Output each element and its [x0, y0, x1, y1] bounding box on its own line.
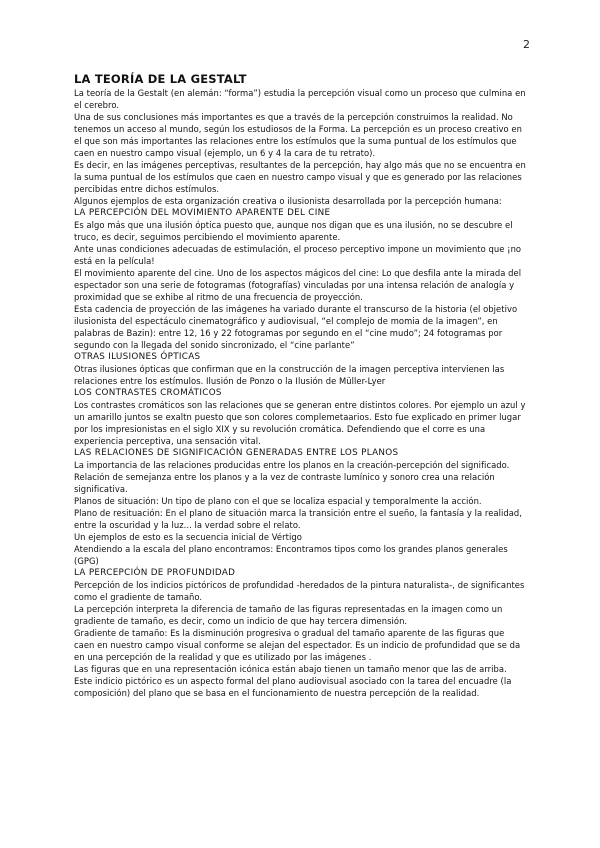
section-heading: LA PERCEPCIÓN DE PROFUNDIDAD: [74, 568, 236, 578]
document-body: [74, 72, 526, 699]
paragraph: Esta cadencia de proyección de las imágenes ha variado durante el transcurso de la historia (el objetivo ilusionista del espectáculo cinematográfico y audiovisual, “el complejo de momia de la imagen”, en palabras de Bazin): entre 12, 16 y 22 fotogramas por segundo en el “cine mudo”; 24 fotogramas por segundo con la llegada del sonido sincronizado, el “cine parlante”: [74, 304, 518, 350]
paragraph: El movimiento aparente del cine. Uno de los aspectos mágicos del cine: Lo que desfila ante la mirada del espectador son una serie de fotogramas (fotografías) vinculadas por una intensa relación de analogía y proximidad que se exhibe al ritmo de una frecuencia de proyección.: [74, 268, 522, 302]
paragraph: Ante unas condiciones adecuadas de estimulación, el proceso perceptivo impone un movimiento que ¡no está en la película!: [74, 244, 522, 266]
page-number: 2: [523, 38, 530, 51]
paragraph: Plano de resituación: En el plano de situación marca la transición entre el sueño, la fantasía y la realidad, entre la oscuridad y la luz... la verdad sobre el relato.: [74, 508, 522, 530]
paragraph: Una de sus conclusiones más importantes es que a través de la percepción construimos la realidad. No tenemos un acceso al mundo, según los estudiosos de la Forma. La percepción es un proceso creativo en el que son más importantes las relaciones entre los estímulos que la suma puntual de los estímulos que caen en nuestro campo visual (ejemplo, un 6 y 4 la cara de tu retrato).: [74, 112, 522, 158]
section-heading: LA PERCEPCIÓN DEL MOVIMIENTO APARENTE DEL CINE: [74, 208, 331, 218]
section-heading: OTRAS ILUSIONES ÓPTICAS: [74, 352, 201, 362]
paragraph: Un ejemplos de esto es la secuencia inicial de Vértigo: [74, 532, 302, 542]
paragraph: La teoría de la Gestalt (en alemán: “forma”) estudia la percepción visual como un proceso que culmina en el cerebro.: [74, 88, 526, 110]
paragraph: Las figuras que en una representación icónica están abajo tienen un tamaño menor que las de arriba. Este indicio pictórico es un aspecto formal del plano audiovisual asociado con la tarea del encuadre (la composición) del plano que se basa en el funcionamiento de nuestra percepción de la realidad.: [74, 664, 512, 698]
paragraph: Es decir, en las imágenes perceptivas, resultantes de la percepción, hay algo más que no se encuentra en la suma puntual de los estímulos que caen en nuestro campo visual y que es generado por las relaciones percibidas entre dichos estímulos.: [74, 160, 526, 194]
paragraph: Es algo más que una ilusión óptica puesto que, aunque nos digan que es una ilusión, no se descubre el truco, es decir, seguimos percibiendo el movimiento aparente.: [74, 220, 513, 242]
paragraph: Percepción de los indicios pictóricos de profundidad -heredados de la pintura naturalista-, de significantes como el gradiente de tamaño.: [74, 580, 525, 602]
section-heading: LAS RELACIONES DE SIGNIFICACIÓN GENERADAS ENTRE LOS PLANOS: [74, 448, 399, 458]
paragraph: La importancia de las relaciones producidas entre los planos en la creación-percepción del significado. Relación de semejanza entre los planos y a la vez de contraste lumínico y sonoro crea una relación significativa.: [74, 460, 510, 494]
document-title: LA TEORÍA DE LA GESTALT: [74, 72, 247, 86]
paragraph: La percepción interpreta la diferencia de tamaño de las figuras representadas en la imagen como un gradiente de tamaño, es decir, como un indicio de que hay tercera dimensión.: [74, 604, 503, 626]
paragraph: Planos de situación: Un tipo de plano con el que se localiza espacial y temporalmente la acción.: [74, 496, 482, 506]
paragraph: Otras ilusiones ópticas que confirman que en la construcción de la imagen perceptiva intervienen las relaciones entre los estímulos. Ilusión de Ponzo o la Ilusión de Müller-Lyer: [74, 364, 505, 386]
paragraph: Algunos ejemplos de esta organización creativa o ilusionista desarrollada por la percepción humana:: [74, 196, 502, 206]
paragraph: Los contrastes cromáticos son las relaciones que se generan entre distintos colores. Por ejemplo un azul y un amarillo juntos se exaltn puesto que son colores complemetaarios. Esto fue explicado en primer lugar por los impresionistas en el siglo XIX y su revolución cromática. Defendiendo que el corre es una experiencia perceptiva, una sensación vital.: [74, 400, 526, 446]
paragraph: Atendiendo a la escala del plano encontramos: Encontramos tipos como los grandes planos generales (GPG): [74, 544, 508, 566]
text-blocks: [74, 87, 526, 699]
paragraph: Gradiente de tamaño: Es la disminución progresiva o gradual del tamaño aparente de las figuras que caen en nuestro campo visual conforme se alejan del espectador. Es un indicio de profundidad que se da en una percepción de la realidad y que es utilizado por las imágenes .: [74, 628, 521, 662]
section-heading: LOS CONTRASTES CROMÁTICOS: [74, 388, 222, 398]
